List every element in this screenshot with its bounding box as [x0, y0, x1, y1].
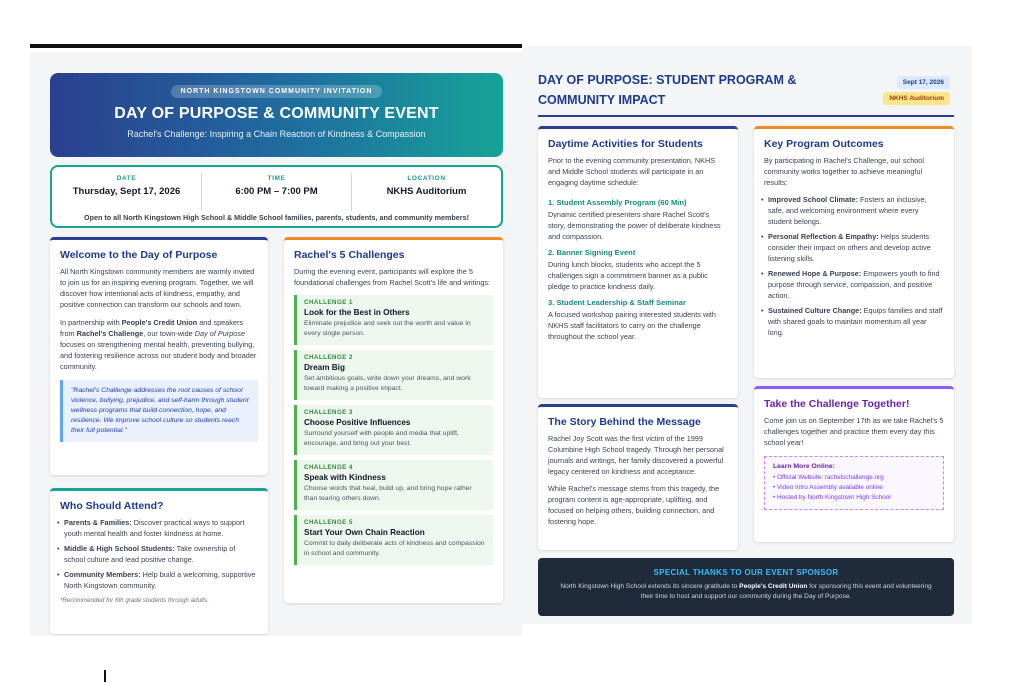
date-badge: Sept 17, 2026: [897, 76, 950, 89]
hero-banner: [50, 73, 503, 157]
take-challenge-heading: Take the Challenge Together!: [764, 398, 910, 410]
activity-desc: Dynamic certified presenters share Rachel Scott's story, demonstrating the power of deliberate kindness and compassion.: [548, 210, 721, 241]
daytime-heading: Daytime Activities for Students: [548, 138, 703, 150]
top-divider-bar: [30, 44, 522, 48]
item-text: Fosters an inclusive, safe, and welcoming environment where every student belongs.: [768, 195, 927, 226]
list-item: [64, 569, 258, 591]
text-span: for sponsoring this event and volunteering their time to host and support our community during the Day of Purpose.: [640, 583, 932, 600]
list-item: [768, 305, 944, 338]
attend-list: [50, 517, 268, 591]
item-label: Sustained Culture Change:: [768, 306, 862, 315]
item-label: Middle & High School Students:: [64, 544, 175, 553]
program-name: Rachel's Challenge: [76, 329, 144, 338]
sponsor-name: People's Credit Union: [121, 318, 198, 327]
text-span: and speakers from: [60, 318, 244, 338]
item-label: Personal Reflection & Empathy:: [768, 232, 879, 241]
item-label: Improved School Climate:: [768, 195, 859, 204]
challenge-title: Choose Positive Influences: [304, 418, 411, 427]
item-text: Discover practical ways to support youth mental health and foster kindness at home.: [64, 518, 245, 538]
activity-title: 2. Banner Signing Event: [548, 248, 636, 257]
sponsor-banner: [538, 558, 954, 616]
hero-title: DAY OF PURPOSE & COMMUNITY EVENT: [114, 105, 439, 122]
challenge-title: Start Your Own Chain Reaction: [304, 528, 425, 537]
list-item: [768, 268, 944, 301]
take-challenge-card: [754, 386, 954, 542]
item-label: Parents & Families:: [64, 518, 132, 527]
item-label: Renewed Hope & Purpose:: [768, 269, 862, 278]
location-label: LOCATION: [407, 175, 446, 182]
welcome-heading: Welcome to the Day of Purpose: [60, 249, 218, 261]
text-span: In partnership with: [60, 318, 122, 327]
item-text: Take ownership of school culture and lead positive change.: [64, 544, 236, 564]
item-text: Equips families and staff with shared goals to maintain momentum all year long.: [768, 306, 943, 337]
item-text: Help build a welcoming, supportive North Kingstown community.: [64, 570, 256, 590]
learn-more-heading: Learn More Online:: [773, 463, 835, 470]
item-label: Community Members:: [64, 570, 141, 579]
sponsor-text: [554, 582, 938, 602]
challenge-item: [294, 460, 493, 510]
text-cursor: [104, 670, 106, 682]
text-span: focuses on strengthening mental health, preventing bullying, and fostering resilience across our student body and broader community.: [60, 340, 257, 371]
welcome-card: [50, 237, 268, 475]
challenge-item: [294, 350, 493, 400]
invitation-page: [30, 52, 522, 636]
activity-title: 3. Student Leadership & Staff Seminar: [548, 298, 686, 307]
challenges-intro: During the evening event, participants will explore the 5 foundational challenges from Rachel Scott's life and writings:: [294, 267, 491, 287]
daytime-intro: Prior to the evening community presentation, NKHS and Middle School students will participate in an engaging daytime schedule:: [548, 156, 716, 187]
challenge-desc: Set ambitious goals, write down your dreams, and work toward making a positive impact.: [304, 375, 471, 392]
sponsor-name: People's Credit Union: [739, 583, 808, 590]
welcome-paragraph-2: [50, 317, 268, 372]
program-page: [522, 46, 972, 624]
challenge-item: [294, 295, 493, 345]
event-name: Day of Purpose: [194, 329, 246, 338]
challenge-tag: CHALLENGE 2: [304, 354, 353, 361]
list-item: [64, 543, 258, 565]
attend-card: [50, 488, 268, 634]
time-label: TIME: [267, 175, 286, 182]
outcomes-intro: By participating in Rachel's Challenge, our school community works together to achieve meaningful results:: [764, 156, 924, 187]
learn-more-link[interactable]: • Video Intro Assembly available online: [773, 484, 883, 491]
challenge-title: Look for the Best in Others: [304, 308, 410, 317]
outcomes-list: [754, 194, 954, 338]
welcome-paragraph-1: All North Kingstown community members are warmly invited to join us for an inspiring evening program. Together, we will discover how intentional acts of kindness, empathy, and positive connection can transform our schools and town.: [60, 267, 255, 309]
challenges-card: [284, 237, 503, 603]
activity-desc: A focused workshop pairing interested students with NKHS staff facilitators to carry on the challenge throughout the school year.: [548, 310, 716, 341]
list-item: [64, 517, 258, 539]
challenge-item: [294, 405, 493, 455]
item-text: Helps students consider their impact on others and develop active listening skills.: [768, 232, 931, 263]
item-text: Empowers youth to find purpose through service, compassion, and positive action.: [768, 269, 940, 300]
date-value: Thursday, Sept 17, 2026: [72, 186, 181, 197]
challenge-desc: Eliminate prejudice and seek out the worth and value in every single person.: [304, 320, 471, 337]
sponsor-heading: SPECIAL THANKS TO OUR EVENT SPONSOR: [653, 568, 839, 577]
story-paragraph-1: Rachel Joy Scott was the first victim of the 1999 Columbine High School tragedy. Through her personal journals and writings, her family discovered a powerful legacy centered on kindness and acceptance.: [548, 434, 724, 476]
daytime-card: [538, 126, 738, 398]
title-rule: [538, 115, 954, 117]
challenges-heading: Rachel's 5 Challenges: [294, 249, 405, 261]
activity-title: 1. Student Assembly Program (60 Min): [548, 198, 687, 207]
challenge-desc: Commit to daily deliberate acts of kindness and compassion in school and community.: [304, 540, 485, 557]
event-info-box: [50, 165, 503, 228]
list-item: [768, 194, 944, 227]
text-span: , our town-wide: [143, 329, 195, 338]
welcome-quote: "Rachel's Challenge addresses the root causes of school violence, bullying, prejudice, and self-harm through student wellness programs that build connection, hope, and resilience. We improve school culture so students reach their full potential.": [60, 380, 258, 442]
location-column: [352, 173, 501, 211]
story-heading: The Story Behind the Message: [548, 416, 701, 428]
story-paragraph-2: While Rachel's message stems from this tragedy, the program content is age-appropriate, uplifting, and focused on helping others, building connection, and fostering hope.: [548, 484, 720, 526]
hero-subtitle: Rachel's Challenge: Inspiring a Chain Reaction of Kindness & Compassion: [127, 129, 426, 139]
take-challenge-text: Come join us on September 17th as we take Rachel's 5 challenges together and practice them every day this school year!: [764, 416, 944, 447]
challenge-tag: CHALLENGE 3: [304, 409, 353, 416]
outcomes-card: [754, 126, 954, 378]
list-item: [768, 231, 944, 264]
time-column: [202, 173, 352, 211]
activity-desc: During lunch blocks, students who accept the 5 challenges sign a commitment banner as a public pledge to practice kindness daily.: [548, 260, 708, 291]
date-label: DATE: [116, 175, 137, 182]
challenge-item: [294, 515, 493, 565]
outcomes-heading: Key Program Outcomes: [764, 138, 884, 150]
date-column: [52, 173, 202, 211]
learn-more-link[interactable]: • Hosted by North Kingstown High School: [773, 494, 891, 501]
open-to-note: Open to all North Kingstown High School & Middle School families, parents, students, and community members!: [84, 213, 469, 222]
location-badge: NKHS Auditorium: [883, 92, 950, 105]
program-page-title: DAY OF PURPOSE: STUDENT PROGRAM & COMMUNITY IMPACT: [538, 73, 797, 107]
age-recommendation-note: *Recommended for 6th grade students through adults.: [60, 597, 209, 604]
story-card: [538, 404, 738, 550]
challenge-desc: Choose words that heal, build up, and bring hope rather than tearing others down.: [304, 485, 472, 502]
attend-heading: Who Should Attend?: [60, 500, 164, 512]
location-value: NKHS Auditorium: [386, 186, 467, 197]
challenge-desc: Surround yourself with people and media that uplift, encourage, and bring out your best.: [304, 430, 459, 447]
hero-pill: NORTH KINGSTOWN COMMUNITY INVITATION: [171, 85, 383, 98]
challenge-title: Speak with Kindness: [304, 473, 386, 482]
time-value: 6:00 PM – 7:00 PM: [235, 186, 318, 197]
learn-more-box: [764, 456, 944, 510]
challenge-tag: CHALLENGE 5: [304, 519, 353, 526]
challenge-tag: CHALLENGE 4: [304, 464, 353, 471]
challenge-title: Dream Big: [304, 363, 345, 372]
text-span: North Kingstown High School extends its sincere gratitude to: [560, 583, 740, 590]
learn-more-link[interactable]: • Official Website: rachelschallenge.org: [773, 474, 884, 481]
challenge-tag: CHALLENGE 1: [304, 299, 353, 306]
